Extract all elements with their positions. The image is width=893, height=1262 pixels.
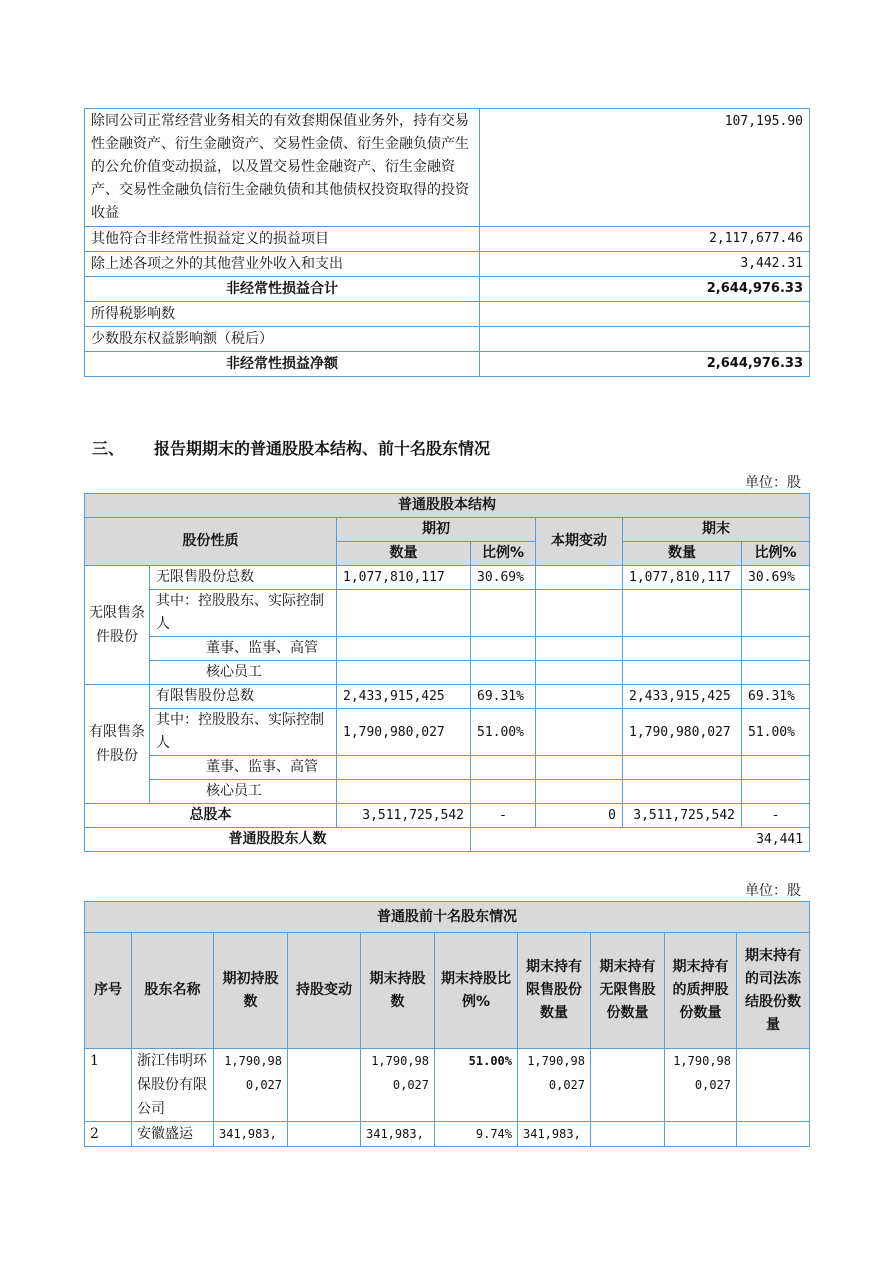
qty-end: 1,790,980,027 — [623, 709, 742, 756]
header-restricted: 期末持有限售股份数量 — [518, 933, 591, 1049]
frozen-shares — [737, 1049, 810, 1122]
qty-begin: 2,433,915,425 — [337, 685, 471, 709]
row-label: 普通股股东人数 — [85, 828, 471, 852]
table-row — [85, 327, 810, 352]
header-name: 股东名称 — [132, 933, 214, 1049]
qty-begin: 1,077,810,117 — [337, 566, 471, 590]
frozen-shares — [737, 1122, 810, 1147]
row-label: 少数股东权益影响额（税后） — [85, 327, 480, 352]
table-row — [85, 566, 810, 590]
table-row-total — [85, 352, 810, 377]
row-label: 其中：控股股东、实际控制人 — [150, 590, 337, 637]
table-row-subtotal — [85, 277, 810, 302]
ratio-begin: 51.00% — [471, 709, 536, 756]
table-row — [85, 302, 810, 327]
change — [536, 566, 623, 590]
table-row — [85, 227, 810, 252]
row-label: 除上述各项之外的其他营业外收入和支出 — [85, 252, 480, 277]
header-ratio-end: 比例% — [742, 542, 810, 566]
unit-label: 单位：股 — [745, 475, 801, 491]
table-row — [85, 252, 810, 277]
row-value: 3,442.31 — [480, 252, 810, 277]
table-row — [85, 756, 810, 780]
pledged-shares — [665, 1122, 737, 1147]
ratio-end: 69.31% — [742, 685, 810, 709]
ratio-begin: - — [471, 804, 536, 828]
share-change — [288, 1049, 361, 1122]
header-unrestricted: 期末持有无限售股份数量 — [591, 933, 665, 1049]
table-row — [85, 1122, 810, 1147]
qty-end: 2,433,915,425 — [623, 685, 742, 709]
table-row — [85, 590, 810, 637]
row-label: 核心员工 — [150, 661, 337, 685]
header-frozen: 期末持有的司法冻结股份数量 — [737, 933, 810, 1049]
table-row-holders — [85, 828, 810, 852]
header-begin: 期初 — [337, 518, 536, 542]
header-change: 持股变动 — [288, 933, 361, 1049]
row-label: 总股本 — [85, 804, 337, 828]
row-value — [480, 327, 810, 352]
row-label: 核心员工 — [150, 780, 337, 804]
table-row-total — [85, 804, 810, 828]
row-label: 所得税影响数 — [85, 302, 480, 327]
header-ratio-begin: 比例% — [471, 542, 536, 566]
section-heading — [92, 436, 490, 459]
row-label: 董事、监事、高管 — [150, 637, 337, 661]
header-qty-begin: 数量 — [337, 542, 471, 566]
ratio-end: 51.00% — [742, 709, 810, 756]
ratio-begin: 30.69% — [471, 566, 536, 590]
change — [536, 685, 623, 709]
table-row — [85, 109, 810, 227]
end-ratio: 9.74% — [435, 1122, 518, 1147]
table-row — [85, 709, 810, 756]
section-number: 三、 — [92, 439, 125, 458]
restricted-shares: 341,983, — [518, 1122, 591, 1147]
change — [536, 709, 623, 756]
unit-label: 单位：股 — [745, 883, 801, 899]
holder-count: 34,441 — [471, 828, 810, 852]
header-end: 期末持股数 — [361, 933, 435, 1049]
header-end: 期末 — [623, 518, 810, 542]
header-ratio: 期末持股比例% — [435, 933, 518, 1049]
ratio-end: - — [742, 804, 810, 828]
table-row — [85, 1049, 810, 1122]
table-title: 普通股股本结构 — [85, 494, 810, 518]
row-label: 董事、监事、高管 — [150, 756, 337, 780]
qty-end: 1,077,810,117 — [623, 566, 742, 590]
row-value: 2,644,976.33 — [480, 277, 810, 302]
row-no: 2 — [85, 1122, 132, 1147]
change: 0 — [536, 804, 623, 828]
table-row — [85, 685, 810, 709]
row-no: 1 — [85, 1049, 132, 1122]
row-label: 除同公司正常经营业务相关的有效套期保值业务外，持有交易性金融资产、衍生金融资产、交易性金债、衍生金融负债产生的公允价值变动损益，以及置交易性金融资产、衍生金融资产、交易性金融负信衍生金融负债和其他债权投资取得的投资收益 — [85, 109, 480, 227]
table-row — [85, 780, 810, 804]
top-shareholders-table — [84, 901, 810, 1147]
begin-shares: 341,983, — [214, 1122, 288, 1147]
row-value: 2,117,677.46 — [480, 227, 810, 252]
unrestricted-shares — [591, 1122, 665, 1147]
ratio-end: 30.69% — [742, 566, 810, 590]
end-ratio: 51.00% — [435, 1049, 518, 1122]
section-title: 报告期期末的普通股股本结构、前十名股东情况 — [154, 439, 491, 458]
row-value: 107,195.90 — [480, 109, 810, 227]
end-shares: 1,790,980,027 — [361, 1049, 435, 1122]
begin-shares: 1,790,980,027 — [214, 1049, 288, 1122]
end-shares: 341,983, — [361, 1122, 435, 1147]
qty-end: 3,511,725,542 — [623, 804, 742, 828]
qty-begin: 3,511,725,542 — [337, 804, 471, 828]
table-row — [85, 637, 810, 661]
header-no: 序号 — [85, 933, 132, 1049]
unrestricted-shares — [591, 1049, 665, 1122]
non-recurring-items-table — [84, 108, 810, 377]
row-value — [480, 302, 810, 327]
qty-begin: 1,790,980,027 — [337, 709, 471, 756]
share-structure-table — [84, 493, 810, 852]
shareholder-name: 浙江伟明环保股份有限公司 — [132, 1049, 214, 1122]
table-row — [85, 661, 810, 685]
row-label: 无限售股份总数 — [150, 566, 337, 590]
row-value: 2,644,976.33 — [480, 352, 810, 377]
share-change — [288, 1122, 361, 1147]
group-label-unrestricted: 无限售条件股份 — [85, 566, 150, 685]
header-nature: 股份性质 — [85, 518, 337, 566]
row-label: 有限售股份总数 — [150, 685, 337, 709]
row-label: 非经常性损益合计 — [85, 277, 480, 302]
header-begin: 期初持股数 — [214, 933, 288, 1049]
restricted-shares: 1,790,980,027 — [518, 1049, 591, 1122]
row-label: 其他符合非经常性损益定义的损益项目 — [85, 227, 480, 252]
shareholder-name: 安徽盛运 — [132, 1122, 214, 1147]
header-change: 本期变动 — [536, 518, 623, 566]
row-label: 非经常性损益净额 — [85, 352, 480, 377]
header-pledged: 期末持有的质押股份数量 — [665, 933, 737, 1049]
header-qty-end: 数量 — [623, 542, 742, 566]
row-label: 其中：控股股东、实际控制人 — [150, 709, 337, 756]
ratio-begin: 69.31% — [471, 685, 536, 709]
table-title: 普通股前十名股东情况 — [85, 902, 810, 933]
group-label-restricted: 有限售条件股份 — [85, 685, 150, 804]
pledged-shares: 1,790,980,027 — [665, 1049, 737, 1122]
